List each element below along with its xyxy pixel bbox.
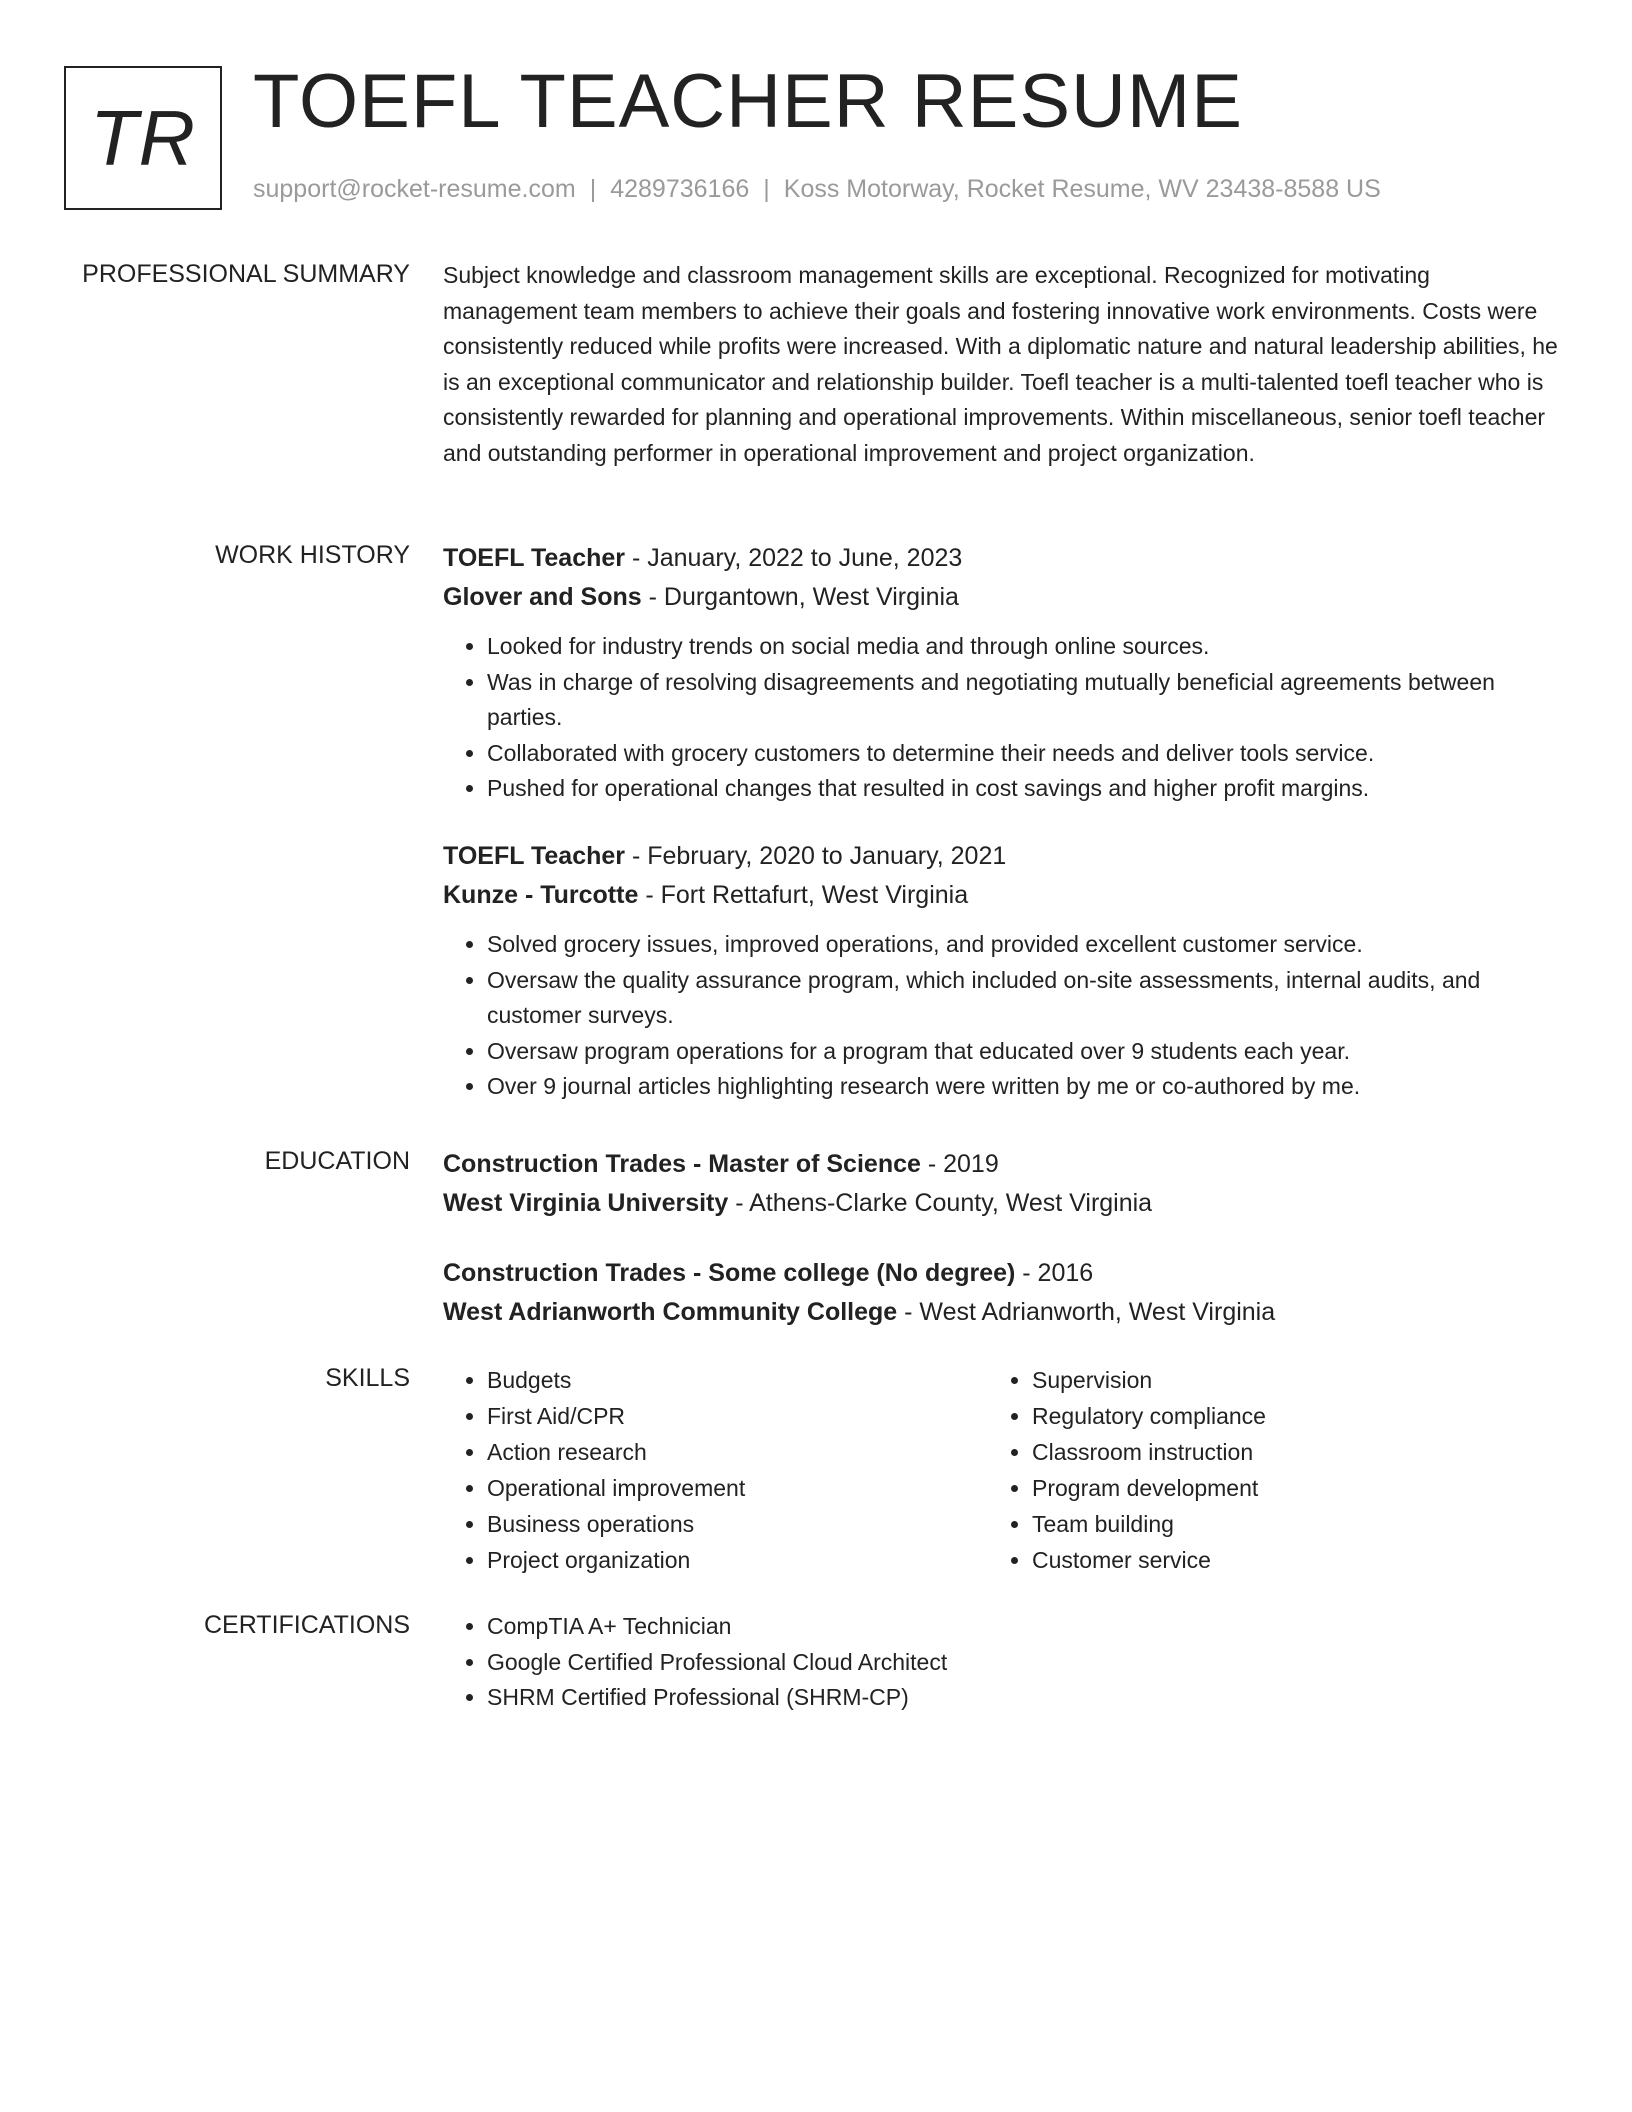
skill-item: • Action research (487, 1434, 988, 1470)
job-title: TOEFL Teacher (443, 544, 626, 572)
summary-text: Subject knowledge and classroom management skills are exceptional. Recognized for motivating management team members to achieve their goals and fostering innovative work environments. Costs were consistently reduced while profits were increased. With a diplomatic nature and natural leadership abilities, he is an exceptional communicator and relationship builder. Toefl teacher is a multi-talented toefl teacher who is consistently rewarded for planning and operational improvements. Within miscellaneous, senior toefl teacher and outstanding performer in operational improvement and project organization. (443, 262, 1558, 466)
certification-item: • CompTIA A+ Technician (487, 1609, 1558, 1645)
job-bullet: • Solved grocery issues, improved operations, and provided excellent customer service. (487, 927, 1558, 963)
job-bullet: • Looked for industry trends on social media and through online sources. (487, 629, 1558, 665)
skill-item: • Customer service (1032, 1542, 1533, 1578)
job-company: Kunze - Turcotte (443, 880, 639, 909)
school-location: - West Adrianworth, West Virginia (897, 1298, 1276, 1326)
skill-item: • Project organization (487, 1542, 988, 1578)
section-label-certifications: CERTIFICATIONS (203, 1611, 410, 1639)
skill-item: • Team building (1032, 1506, 1533, 1542)
school-name: West Virginia University (443, 1189, 729, 1217)
job-bullet: • Over 9 journal articles highlighting research were written by me or co-authored by me. (487, 1069, 1558, 1105)
job-dates: - February, 2020 to January, 2021 (625, 841, 1007, 870)
job-location: - Durgantown, West Virginia (641, 583, 959, 611)
section-label-skills: SKILLS (325, 1364, 410, 1392)
degree-line (443, 1254, 1558, 1293)
skill-item: • Budgets (487, 1362, 988, 1398)
job-title: TOEFL Teacher (443, 841, 626, 870)
section-label-education: EDUCATION (264, 1147, 410, 1175)
contact-address: Koss Motorway, Rocket Resume, WV 23438-8588 US (783, 175, 1381, 203)
job-title-line (443, 837, 1558, 876)
job-bullets (443, 629, 1558, 807)
job-bullet: • Oversaw program operations for a program that educated over 9 students each year. (487, 1034, 1558, 1070)
contact-email[interactable]: support@rocket-resume.com (253, 175, 576, 203)
job-dates: - January, 2022 to June, 2023 (625, 544, 963, 572)
certification-item: • SHRM Certified Professional (SHRM-CP) (487, 1680, 1558, 1716)
monogram-box (64, 66, 222, 210)
school-name: West Adrianworth Community College (443, 1298, 898, 1326)
job-bullets (443, 927, 1558, 1105)
section-label-summary: PROFESSIONAL SUMMARY (82, 260, 410, 288)
skills-grid (443, 1362, 1558, 1578)
degree-name: Construction Trades - Master of Science (443, 1150, 921, 1178)
resume-title: TOEFL TEACHER RESUME (253, 59, 1243, 144)
education-entry (443, 1254, 1558, 1332)
job-bullet: • Pushed for operational changes that resulted in cost savings and higher profit margins. (487, 771, 1558, 807)
skill-item: • Supervision (1032, 1362, 1533, 1398)
job-bullet: • Oversaw the quality assurance program, which included on-site assessments, internal audits, and customer surveys. (487, 963, 1558, 1034)
job-entry (443, 837, 1558, 1105)
degree-year: - 2016 (1015, 1259, 1094, 1287)
skill-item: • First Aid/CPR (487, 1398, 988, 1434)
job-bullet: • Was in charge of resolving disagreements and negotiating mutually beneficial agreements between parties. (487, 665, 1558, 736)
skill-item: • Operational improvement (487, 1470, 988, 1506)
job-entry (443, 539, 1558, 807)
job-company-line (443, 578, 1558, 617)
degree-line (443, 1145, 1558, 1184)
job-company: Glover and Sons (443, 583, 642, 611)
skill-item: • Regulatory compliance (1032, 1398, 1533, 1434)
skills-column-left (443, 1362, 988, 1578)
job-location: - Fort Rettafurt, West Virginia (638, 880, 969, 909)
monogram-initials: TR (90, 93, 196, 182)
contact-phone[interactable]: 4289736166 (610, 175, 750, 203)
contact-separator: | (763, 175, 770, 203)
job-company-line (443, 876, 1558, 915)
job-bullet: • Collaborated with grocery customers to determine their needs and deliver tools service. (487, 736, 1558, 772)
skill-item: • Program development (1032, 1470, 1533, 1506)
degree-year: - 2019 (920, 1150, 999, 1178)
job-title-line (443, 539, 1558, 578)
section-label-work-history: WORK HISTORY (215, 541, 410, 569)
contact-separator: | (589, 175, 597, 203)
skill-item: • Business operations (487, 1506, 988, 1542)
certifications-list (443, 1609, 1558, 1716)
certification-item: • Google Certified Professional Cloud Architect (487, 1645, 1558, 1681)
school-line (443, 1184, 1558, 1223)
skills-column-right (988, 1362, 1533, 1578)
contact-line (253, 172, 1381, 206)
school-line (443, 1293, 1558, 1332)
degree-name: Construction Trades - Some college (No degree) (443, 1259, 1016, 1287)
education-entry (443, 1145, 1558, 1223)
skill-item: • Classroom instruction (1032, 1434, 1533, 1470)
school-location: - Athens-Clarke County, West Virginia (728, 1189, 1153, 1217)
